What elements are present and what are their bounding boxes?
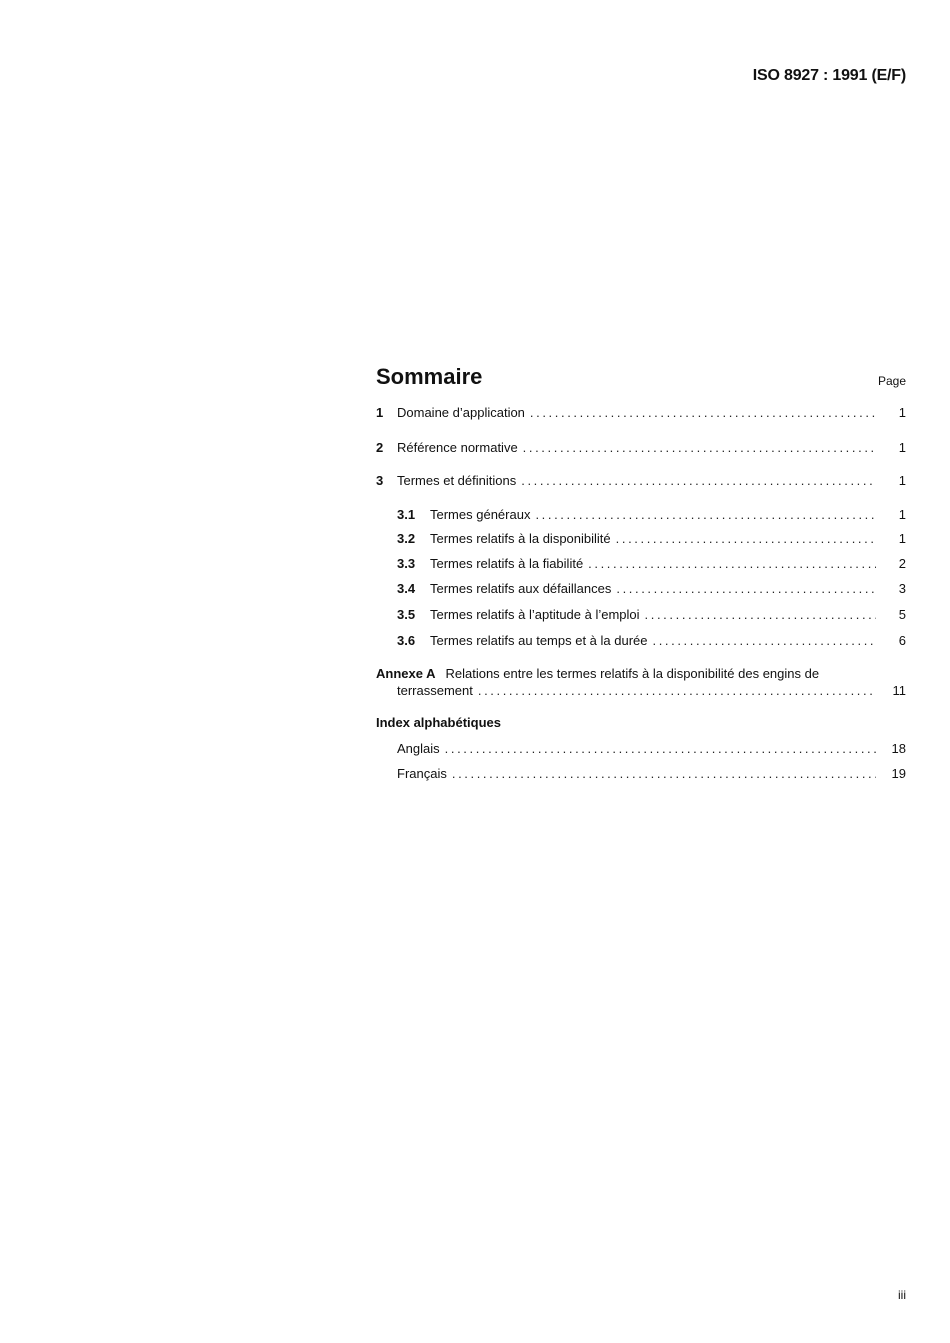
toc-subentry-label: Termes relatifs aux défaillances xyxy=(430,581,612,596)
toc-entry-number: 3 xyxy=(376,473,384,488)
index-page: 18 xyxy=(891,741,906,756)
toc-entry-number: 1 xyxy=(376,405,384,420)
toc-subentry-number: 3.4 xyxy=(397,581,416,596)
leader-dots xyxy=(445,740,876,758)
toc-subentry-3-3[interactable] xyxy=(376,555,906,573)
toc-subentry-page: 2 xyxy=(898,556,906,571)
leader-dots xyxy=(616,580,876,598)
toc-subentry-3-4[interactable] xyxy=(376,580,906,598)
annex-page: 11 xyxy=(892,683,906,698)
toc-entry-label: Domaine d’application xyxy=(397,405,525,420)
toc-subentry-3-5[interactable] xyxy=(376,606,906,624)
toc-subentry-label: Termes généraux xyxy=(430,507,531,522)
toc-subentry-number: 3.3 xyxy=(397,556,416,571)
toc-index-english[interactable] xyxy=(376,740,906,758)
toc-entry-3[interactable] xyxy=(376,472,906,490)
toc-subentry-number: 3.6 xyxy=(397,633,416,648)
index-page: 19 xyxy=(891,766,906,781)
leader-dots xyxy=(535,506,876,524)
toc-annex-a[interactable] xyxy=(376,665,819,683)
toc-entry-page: 1 xyxy=(898,405,906,420)
leader-dots xyxy=(645,606,876,624)
leader-dots xyxy=(521,472,876,490)
toc-entry-number: 2 xyxy=(376,440,384,455)
leader-dots xyxy=(653,632,877,650)
toc-subentry-label: Termes relatifs à la disponibilité xyxy=(430,531,611,546)
leader-dots xyxy=(588,555,876,573)
leader-dots xyxy=(478,682,876,700)
index-label: Français xyxy=(397,766,447,781)
leader-dots xyxy=(530,404,876,422)
toc-title: Sommaire xyxy=(376,364,483,389)
toc-annex-a-continuation[interactable] xyxy=(376,682,906,700)
toc-subentry-page: 3 xyxy=(898,581,906,596)
toc-subentry-page: 5 xyxy=(898,607,906,622)
toc-subentry-number: 3.2 xyxy=(397,531,416,546)
toc-subentry-number: 3.1 xyxy=(397,507,416,522)
toc-entry-label: Référence normative xyxy=(397,440,518,455)
leader-dots xyxy=(452,765,876,783)
leader-dots xyxy=(523,439,876,457)
toc-subentry-label: Termes relatifs au temps et à la durée xyxy=(430,633,648,648)
footer-page-number: iii xyxy=(898,1288,906,1302)
toc-subentry-page: 1 xyxy=(898,531,906,546)
toc-subentry-label: Termes relatifs à la fiabilité xyxy=(430,556,584,571)
page-column-label: Page xyxy=(877,374,906,388)
toc-entry-page: 1 xyxy=(898,473,906,488)
toc-subentry-3-2[interactable] xyxy=(376,530,906,548)
annex-title-continuation: terrassement xyxy=(397,683,473,698)
index-heading: Index alphabétiques xyxy=(376,715,501,730)
toc-subentry-number: 3.5 xyxy=(397,607,416,622)
annex-title: Relations entre les termes relatifs à la disponibilité des engins de xyxy=(445,666,820,681)
toc-subentry-page: 1 xyxy=(898,507,906,522)
toc-subentry-3-6[interactable] xyxy=(376,632,906,650)
toc-entry-2[interactable] xyxy=(376,439,906,457)
toc-subentry-page: 6 xyxy=(898,633,906,648)
toc-subentry-label: Termes relatifs à l’aptitude à l’emploi xyxy=(430,607,640,622)
toc-index-french[interactable] xyxy=(376,765,906,783)
toc-entry-page: 1 xyxy=(898,440,906,455)
leader-dots xyxy=(616,530,876,548)
annex-label: Annexe A xyxy=(376,666,436,681)
toc-entry-1[interactable] xyxy=(376,404,906,422)
toc-entry-label: Termes et définitions xyxy=(397,473,517,488)
toc-subentry-3-1[interactable] xyxy=(376,506,906,524)
document-identifier: ISO 8927 : 1991 (E/F) xyxy=(752,67,906,84)
index-label: Anglais xyxy=(397,741,440,756)
